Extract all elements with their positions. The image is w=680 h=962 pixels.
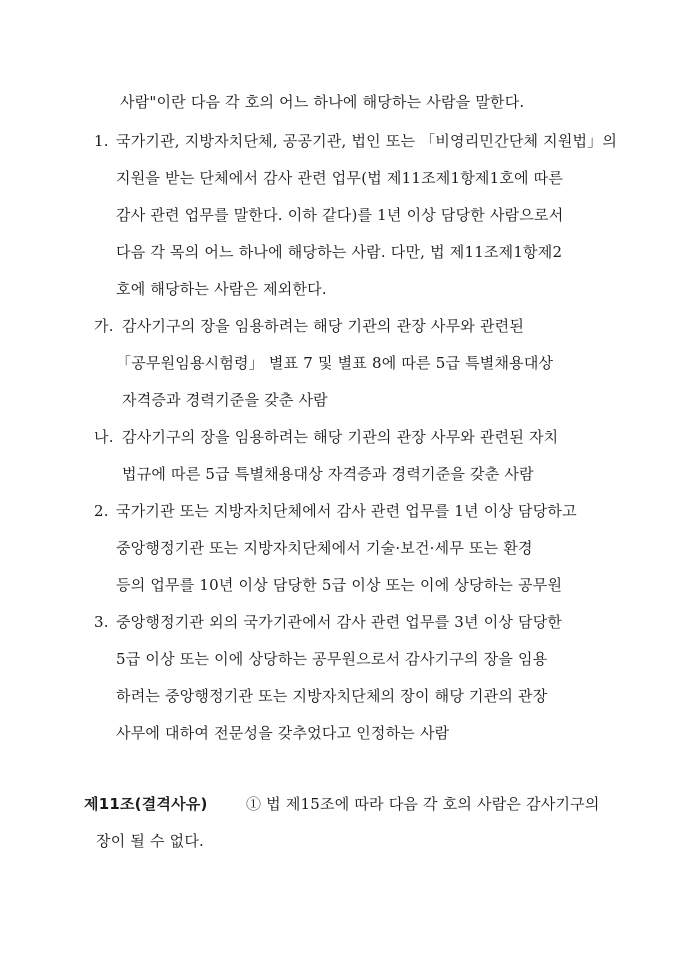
item-3-line-4: 사무에 대하여 전문성을 갖추었다고 인정하는 사람 [116, 724, 450, 742]
sub-na-label: 나. [94, 428, 114, 446]
sub-ga-line-2: 「공무원임용시험령」 별표 7 및 별표 8에 따른 5급 특별채용대상 [116, 354, 554, 372]
item-1-line-1: 국가기관, 지방자치단체, 공공기관, 법인 또는 「비영리민간단체 지원법」의 [116, 132, 618, 150]
sub-ga-line-3: 자격증과 경력기준을 갖춘 사람 [122, 391, 328, 409]
sub-ga-label: 가. [94, 317, 114, 335]
intro-line: 사람"이란 다음 각 호의 어느 하나에 해당하는 사람을 말한다. [120, 93, 525, 111]
item-3-number: 3. [94, 613, 109, 631]
item-3-line-2: 5급 이상 또는 이에 상당하는 공무원으로서 감사기구의 장을 임용 [116, 650, 548, 668]
item-1-line-5: 호에 해당하는 사람은 제외한다. [116, 280, 327, 298]
article-11-heading: 제11조(결격사유) [84, 795, 208, 813]
item-3-line-1: 중앙행정기관 외의 국가기관에서 감사 관련 업무를 3년 이상 담당한 [116, 613, 563, 631]
item-1-number: 1. [94, 132, 109, 150]
item-2-line-1: 국가기관 또는 지방자치단체에서 감사 관련 업무를 1년 이상 담당하고 [116, 502, 577, 520]
article-11-line-2: 장이 될 수 없다. [96, 832, 205, 850]
item-1-line-3: 감사 관련 업무를 말한다. 이하 같다)를 1년 이상 담당한 사람으로서 [116, 206, 564, 224]
item-1-line-2: 지원을 받는 단체에서 감사 관련 업무(법 제11조제1항제1호에 따른 [116, 169, 564, 187]
item-2-number: 2. [94, 502, 109, 520]
item-1-line-4: 다음 각 목의 어느 하나에 해당하는 사람. 다만, 법 제11조제1항제2 [116, 243, 563, 261]
sub-na-line-2: 법규에 따른 5급 특별채용대상 자격증과 경력기준을 갖춘 사람 [122, 465, 534, 483]
article-11-line-1: ① 법 제15조에 따라 다음 각 호의 사람은 감사기구의 [246, 795, 600, 813]
item-2-line-3: 등의 업무를 10년 이상 담당한 5급 이상 또는 이에 상당하는 공무원 [116, 576, 563, 594]
sub-na-line-1: 감사기구의 장을 임용하려는 해당 기관의 관장 사무와 관련된 자치 [122, 428, 559, 446]
item-3-line-3: 하려는 중앙행정기관 또는 지방자치단체의 장이 해당 기관의 관장 [116, 687, 548, 705]
item-2-line-2: 중앙행정기관 또는 지방자치단체에서 기술·보건·세무 또는 환경 [116, 539, 533, 557]
sub-ga-line-1: 감사기구의 장을 임용하려는 해당 기관의 관장 사무와 관련된 [122, 317, 525, 335]
